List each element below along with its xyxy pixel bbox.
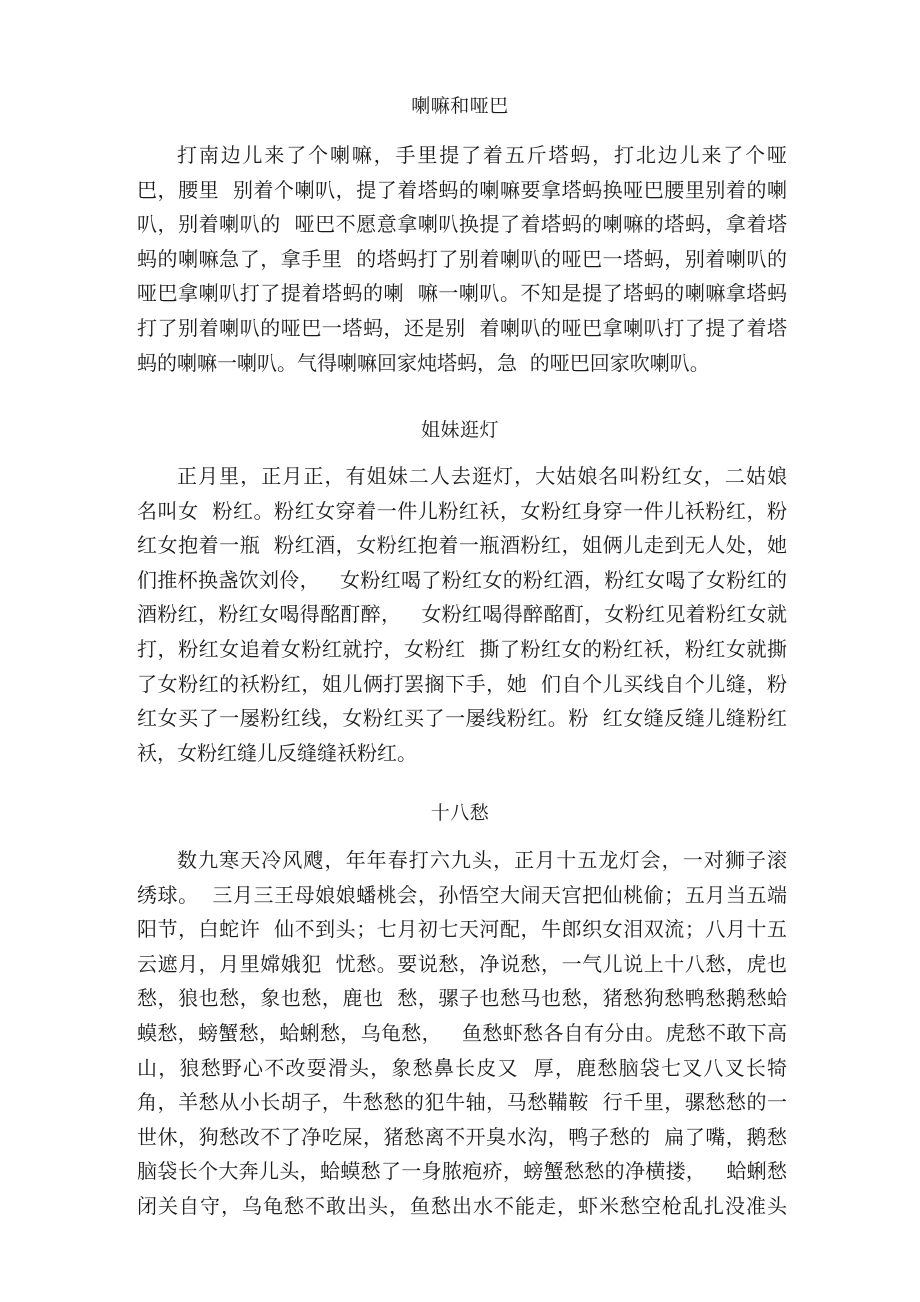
text-line: 云遮月，月里嫦娥犯 忧愁。要说愁，净说愁，一气儿说上十八愁，虎也 [137, 951, 787, 976]
section-title-lama-yaba: 喇嘛和哑巴 [411, 95, 509, 117]
text-line: 闭关自守，乌龟愁不敢出头，鱼愁出水不能走，虾米愁空枪乱扎没准头 [137, 1193, 787, 1218]
section-title-shiba-chou: 十八愁 [430, 802, 490, 824]
text-line: 绣球。 三月三王母娘娘蟠桃会，孙悟空大闹天宫把仙桃偷；五月当五端 [137, 882, 787, 907]
text-line: 愁，狼也愁，象也愁，鹿也 愁，骡子也愁马也愁，猪愁狗愁鸭愁鹅愁蛤 [137, 986, 787, 1011]
text-line: 阳节，白蛇许 仙不到头；七月初七天河配，牛郎织女泪双流；八月十五 [137, 917, 787, 942]
text-line: 红女买了一屡粉红线，女粉红买了一屡线粉红。粉 红女缝反缝儿缝粉红 [137, 706, 787, 731]
text-line: 酒粉红，粉红女喝得酩酊醉， 女粉红喝得醉酩酊，女粉红见着粉红女就 [137, 602, 787, 627]
text-line: 哑巴拿喇叭打了提着塔蚂的喇 嘛一喇叭。不知是提了塔蚂的喇嘛拿塔蚂 [137, 281, 787, 306]
text-line: 名叫女 粉红。粉红女穿着一件儿粉红袄，女粉红身穿一件儿袄粉红，粉 [137, 498, 787, 523]
text-line: 巴，腰里 别着个喇叭，提了着塔蚂的喇嘛要拿塔蚂换哑巴腰里别着的喇 [137, 177, 787, 202]
text-line: 蚂的喇嘛急了，拿手里 的塔蚂打了别着喇叭的哑巴一塔蚂，别着喇叭的 [137, 246, 787, 271]
text-line: 叭，别着喇叭的 哑巴不愿意拿喇叭换提了着塔蚂的喇嘛的塔蚂，拿着塔 [137, 212, 787, 237]
text-line: 世休，狗愁改不了净吃屎，猪愁离不开臭水沟，鸭子愁的 扁了嘴，鹅愁 [137, 1124, 787, 1149]
text-line: 了女粉红的袄粉红，姐儿俩打罢搁下手，她 们自个儿买线自个儿缝，粉 [137, 671, 787, 696]
section-body-shiba-chou [137, 843, 787, 1224]
text-line: 数九寒天冷风飕，年年春打六九头，正月十五龙灯会，一对狮子滚 [177, 848, 787, 872]
text-line: 山，狼愁野心不改耍滑头，象愁鼻长皮又 厚，鹿愁脑袋七叉八叉长犄 [137, 1055, 787, 1080]
text-line: 蚂的喇嘛一喇叭。气得喇嘛回家炖塔蚂，急 的哑巴回家吹喇叭。 [137, 350, 710, 375]
section-title-jiemei-guangdeng: 姐妹逛灯 [420, 419, 499, 441]
text-line: 打了别着喇叭的哑巴一塔蚂，还是别 着喇叭的哑巴拿喇叭打了提了着塔 [137, 315, 787, 340]
section-body-jiemei-guangdeng [137, 459, 787, 770]
text-line: 脑袋长个大奔儿头，蛤蟆愁了一身脓疱疥，螃蟹愁愁的净横搂， 蛤蜊愁 [137, 1159, 787, 1184]
text-line: 袄，女粉红缝儿反缝缝袄粉红。 [137, 740, 417, 765]
section-body-lama-yaba [137, 138, 787, 380]
text-line: 角，羊愁从小长胡子，牛愁愁的犯牛轴，马愁鞴鞍 行千里，骡愁愁的一 [137, 1090, 787, 1115]
text-line: 蟆愁，螃蟹愁，蛤蜊愁，乌龟愁， 鱼愁虾愁各自有分由。虎愁不敢下高 [137, 1020, 787, 1045]
text-line: 打，粉红女追着女粉红就拧，女粉红 撕了粉红女的粉红袄，粉红女就撕 [137, 636, 787, 661]
text-line: 红女抱着一瓶 粉红酒，女粉红抱着一瓶酒粉红，姐俩儿走到无人处，她 [137, 533, 787, 558]
text-line: 正月里，正月正，有姐妹二人去逛灯，大姑娘名叫粉红女，二姑娘 [177, 464, 787, 488]
text-line: 们推杯换盏饮刘伶， 女粉红喝了粉红女的粉红酒，粉红女喝了女粉红的 [137, 567, 787, 592]
text-line: 打南边儿来了个喇嘛，手里提了着五斤塔蚂，打北边儿来了个哑 [177, 143, 787, 167]
